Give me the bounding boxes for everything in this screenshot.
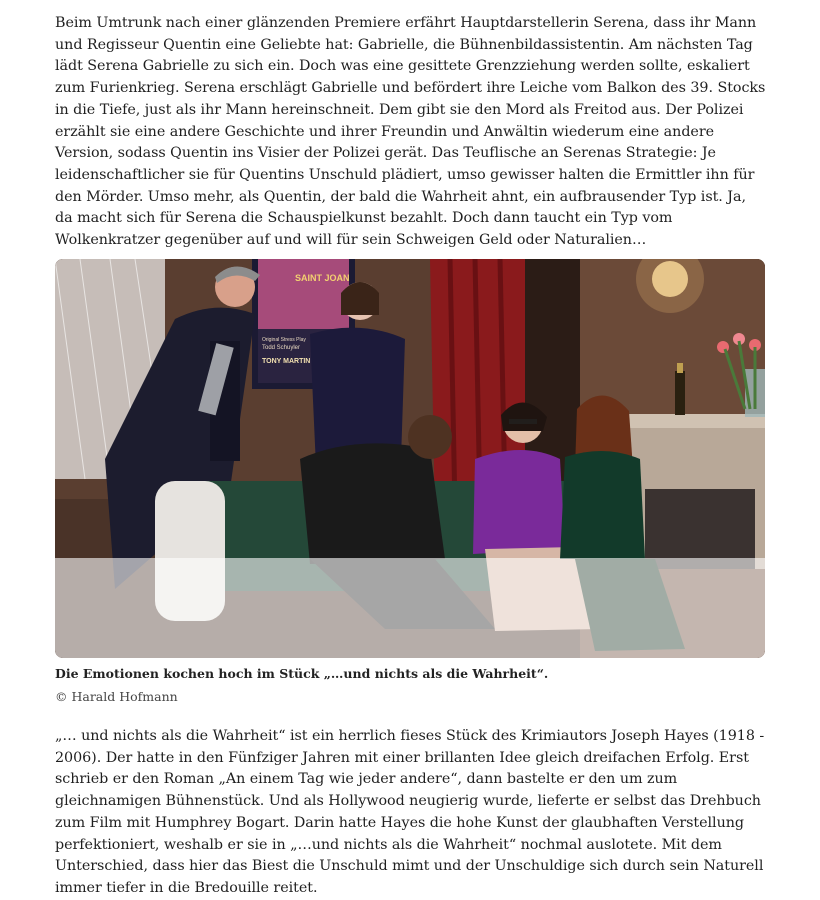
article-photo[interactable] [55,259,765,658]
poster-line-1: Original Stress Play [262,337,306,343]
intro-paragraph: Beim Umtrunk nach einer glänzenden Premiere erfährt Hauptdarstellerin Serena, dass ihr Mann und Regisseur Quentin eine Geliebte hat: Gabrielle, die Bühnenbildassistentin. Am nächsten Tag lädt Serena Gabrielle zu sich ein. Doch was eine gesittete Grenzziehung werden sollte, eskaliert zum Furienkrieg. Serena erschlägt Gabrielle und befördert ihre Leiche vom Balkon des 39. Stocks in die Tiefe, just als ihr Mann hereinschneit. Dem gibt sie den Mord als Freitod aus. Der Polizei erzählt sie eine andere Geschichte und ihrer Freundin und Anwältin wiederum eine andere Version, sodass Quentin ins Visier der Polizei gerät. Das Teuflische an Serenas Strategie: Je leidenschaftlicher sie für Quentins Unschuld plädiert, umso gewisser halten die Ermittler ihn für den Mörder. Umso mehr, als Quentin, der bald die Wahrheit ahnt, ein aufbrausender Typ ist. Ja, da macht sich für Serena die Schauspielkunst bezahlt. Doch dann taucht ein Typ vom Wolkenkratzer gegenüber auf und will für sein Schweigen Geld oder Naturalien… [55,15,766,249]
second-paragraph: „… und nichts als die Wahrheit“ ist ein herrlich fieses Stück des Krimiautors Joseph Hayes (1918 - 2006). Der hatte in den Fünfziger Jahren mit einer brillanten Idee gleich dreifachen Erfolg. Erst schrieb er den Roman „An einem Tag wie jeder andere“, dann bastelte er den um zum gleichnamigen Bühnenstück. Und als Hollywood neugierig wurde, lieferte er selbst das Drehbuch zum Film mit Humphrey Bogart. Darin hatte Hayes die hohe Kunst der glaubhaften Verstellung perfektioniert, weshalb er sie in „…und nichts als die Wahrheit“ nochmal auslotete. Mit dem Unterschied, dass hier das Biest die Unschuld mimt und der Unschuldige sich durch sein Naturell immer tiefer in die Bredouille reitet. [55,728,765,896]
photo-credit: © Harald Hofmann [55,689,178,704]
photo-caption: Die Emotionen kochen hoch im Stück „…und nichts als die Wahrheit“. [55,666,549,681]
poster-line-3: TONY MARTIN [262,358,311,365]
poster-title: SAINT JOAN [295,273,350,283]
poster-line-2: Todd Schuyler [262,345,301,351]
